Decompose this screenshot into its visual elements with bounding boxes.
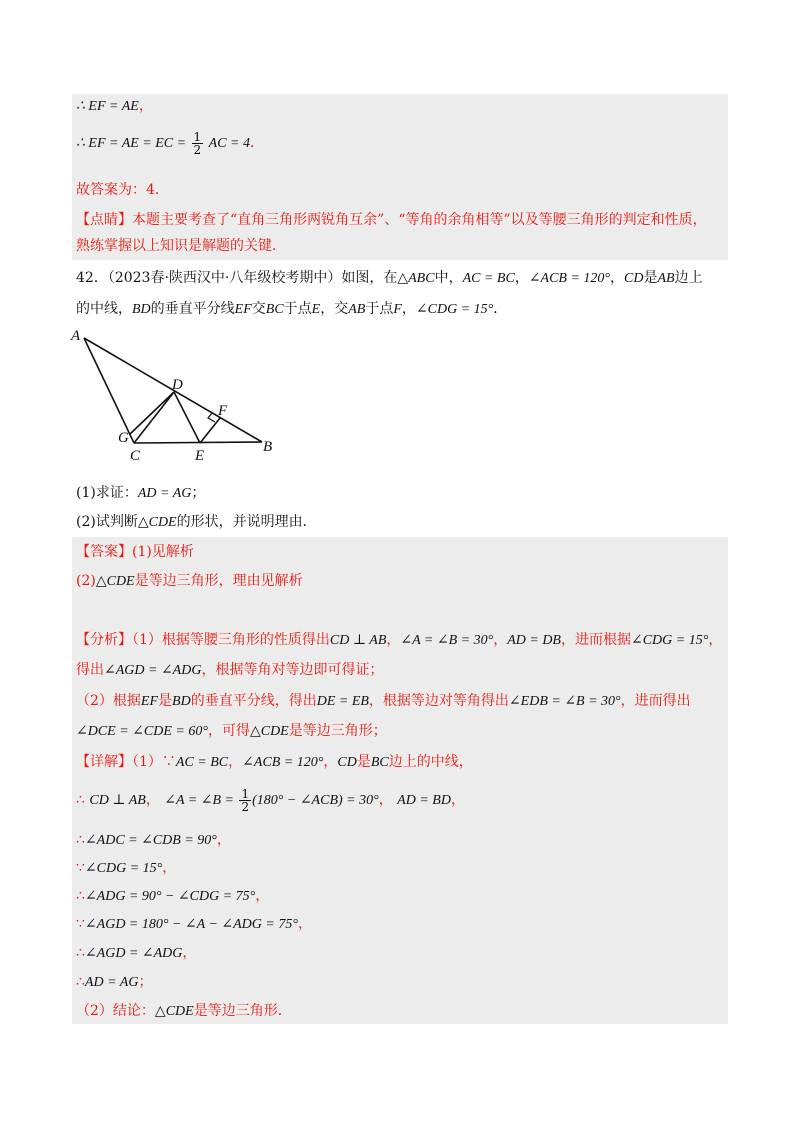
detail-line-4: ∵∠CDG = 15°， [76,860,177,876]
label-d: D [172,377,183,393]
segment-de [174,392,200,443]
problem-line-1: 42．（2023春·陕西汉中·八年级校考期中）如图，在△ABC中，AC = BC，∠ACB = 120°，CD是AB边上 [76,270,703,286]
triangle-figure [64,322,284,464]
analysis-line-3: （2）根据EF是BD的垂直平分线，得出DE = EB，根据等边对等角得出∠EDB = ∠B = 30°，进而得出 [76,693,691,709]
label-b: B [263,439,273,455]
prev-answer: 故答案为：4． [76,182,169,198]
detail-line-6: ∵∠AGD = 180° − ∠A − ∠ADG = 75°， [76,916,312,932]
segment-ac [84,338,134,443]
segment-gd [130,392,174,434]
fraction-one-half-detail: $\frac{1}{2}$ [241,786,250,814]
segment-cb [134,442,262,443]
analysis-line-4: ∠DCE = ∠CDE = 60°，可得△CDE是等边三角形； [76,723,387,739]
label-c: C [130,448,141,464]
detail-line-1: 【详解】（1）∵AC = BC，∠ACB = 120°，CD是BC边上的中线， [76,754,473,770]
detail-line-8: ∴AD = AG； [76,974,153,990]
prev-comment-line1: 【点睛】本题主要考查了“直角三角形两锐角互余”、“等角的余角相等”以及等腰三角形的判定和性质， [76,212,707,228]
label-a: A [71,328,81,344]
prev-step-2: ∴ EF = AE = EC = $\frac{1}{2}$ AC = 4． [76,129,264,157]
label-f: F [218,403,228,419]
prev-step-1: ∴ EF = AE， [76,98,153,114]
analysis-line-2: 得出∠AGD = ∠ADG，根据等角对等边即可得证； [76,662,384,678]
label-e: E [195,448,205,464]
answer-line-1: 【答案】(1)见解析 [76,544,194,560]
problem-line-2: 的中线，BD的垂直平分线EF交BC于点E，交AB于点F，∠CDG = 15°． [76,301,508,317]
segment-cd [134,392,174,443]
answer-line-2: (2)△CDE是等边三角形，理由见解析 [76,573,303,589]
detail-line-3: ∴∠ADC = ∠CDB = 90°， [76,832,231,848]
detail-line-5: ∴∠ADG = 90° − ∠CDG = 75°， [76,888,270,904]
fraction-one-half: $\frac{1}{2}$ [193,129,202,157]
detail-line-2: ∴ CD ⊥ AB， ∠A = ∠B = $\frac{1}{2}$ (180° − ∠ACB) = 30°， AD = BD， [76,786,465,814]
label-g: G [118,430,129,446]
analysis-line-1: 【分析】（1）根据等腰三角形的性质得出CD ⊥ AB，∠A = ∠B = 30°，AD = DB，进而根据∠CDG = 15°， [76,632,723,648]
prev-comment-line2: 熟练掌握以上知识是解题的关键． [76,238,286,254]
detail-line-7: ∴∠AGD = ∠ADG， [76,945,197,961]
question-1: (1)求证：AD = AG； [76,485,206,501]
detail-line-9: （2）结论：△CDE是等边三角形． [76,1003,292,1019]
question-2: (2)试判断△CDE的形状，并说明理由． [76,514,317,530]
segment-ef [200,418,220,443]
